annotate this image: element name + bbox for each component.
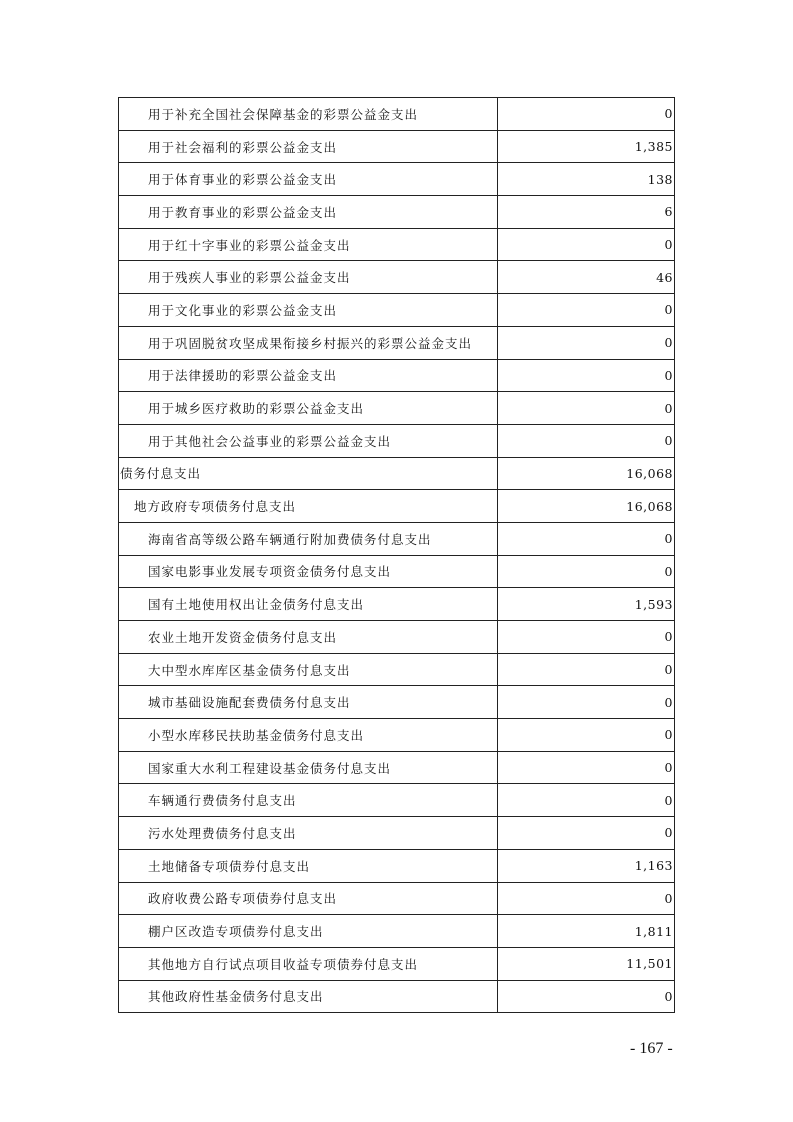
row-value: 1,163 [498, 849, 675, 882]
budget-table-container [118, 97, 674, 1013]
row-value: 0 [498, 326, 675, 359]
row-value: 0 [498, 555, 675, 588]
row-value: 0 [498, 424, 675, 457]
budget-table [118, 97, 675, 1013]
table-row [119, 163, 675, 196]
table-row [119, 457, 675, 490]
row-label: 债务付息支出 [119, 457, 498, 490]
table-row [119, 653, 675, 686]
budget-table-body [119, 98, 675, 1013]
row-value: 16,068 [498, 457, 675, 490]
row-value: 46 [498, 261, 675, 294]
row-label: 土地储备专项债券付息支出 [119, 849, 498, 882]
table-row [119, 849, 675, 882]
row-value: 1,811 [498, 915, 675, 948]
table-row [119, 719, 675, 752]
table-row [119, 751, 675, 784]
row-label: 污水处理费债务付息支出 [119, 817, 498, 850]
row-label: 用于法律援助的彩票公益金支出 [119, 359, 498, 392]
row-label: 农业土地开发资金债务付息支出 [119, 621, 498, 654]
table-row [119, 980, 675, 1013]
table-row [119, 196, 675, 229]
table-row [119, 228, 675, 261]
table-row [119, 588, 675, 621]
row-value: 138 [498, 163, 675, 196]
table-row [119, 294, 675, 327]
row-value: 0 [498, 653, 675, 686]
row-label: 国有土地使用权出让金债务付息支出 [119, 588, 498, 621]
row-value: 0 [498, 817, 675, 850]
table-row [119, 621, 675, 654]
row-value: 6 [498, 196, 675, 229]
table-row [119, 522, 675, 555]
table-row [119, 424, 675, 457]
row-value: 0 [498, 784, 675, 817]
row-value: 0 [498, 980, 675, 1013]
row-value: 0 [498, 882, 675, 915]
table-row [119, 784, 675, 817]
table-row [119, 98, 675, 131]
row-label: 用于城乡医疗救助的彩票公益金支出 [119, 392, 498, 425]
table-row [119, 392, 675, 425]
row-value: 11,501 [498, 947, 675, 980]
row-label: 棚户区改造专项债券付息支出 [119, 915, 498, 948]
row-value: 0 [498, 359, 675, 392]
row-label: 用于体育事业的彩票公益金支出 [119, 163, 498, 196]
row-value: 0 [498, 686, 675, 719]
row-value: 0 [498, 98, 675, 131]
row-label: 用于其他社会公益事业的彩票公益金支出 [119, 424, 498, 457]
row-label: 其他地方自行试点项目收益专项债券付息支出 [119, 947, 498, 980]
row-value: 1,593 [498, 588, 675, 621]
row-label: 用于教育事业的彩票公益金支出 [119, 196, 498, 229]
row-label: 政府收费公路专项债券付息支出 [119, 882, 498, 915]
row-label: 地方政府专项债务付息支出 [119, 490, 498, 523]
row-label: 用于巩固脱贫攻坚成果衔接乡村振兴的彩票公益金支出 [119, 326, 498, 359]
row-label: 大中型水库库区基金债务付息支出 [119, 653, 498, 686]
row-value: 1,385 [498, 130, 675, 163]
table-row [119, 261, 675, 294]
row-value: 0 [498, 719, 675, 752]
row-value: 0 [498, 751, 675, 784]
table-row [119, 359, 675, 392]
row-value: 0 [498, 294, 675, 327]
table-row [119, 326, 675, 359]
row-label: 城市基础设施配套费债务付息支出 [119, 686, 498, 719]
row-label: 小型水库移民扶助基金债务付息支出 [119, 719, 498, 752]
table-row [119, 490, 675, 523]
row-label: 用于红十字事业的彩票公益金支出 [119, 228, 498, 261]
table-row [119, 130, 675, 163]
row-value: 16,068 [498, 490, 675, 523]
row-value: 0 [498, 228, 675, 261]
table-row [119, 882, 675, 915]
row-label: 国家电影事业发展专项资金债务付息支出 [119, 555, 498, 588]
row-label: 用于文化事业的彩票公益金支出 [119, 294, 498, 327]
row-label: 用于社会福利的彩票公益金支出 [119, 130, 498, 163]
table-row [119, 686, 675, 719]
table-row [119, 915, 675, 948]
page-number: - 167 - [630, 1040, 673, 1057]
row-value: 0 [498, 392, 675, 425]
row-label: 车辆通行费债务付息支出 [119, 784, 498, 817]
table-row [119, 947, 675, 980]
row-label: 国家重大水利工程建设基金债务付息支出 [119, 751, 498, 784]
row-label: 其他政府性基金债务付息支出 [119, 980, 498, 1013]
row-value: 0 [498, 621, 675, 654]
row-label: 用于残疾人事业的彩票公益金支出 [119, 261, 498, 294]
table-row [119, 817, 675, 850]
table-row [119, 555, 675, 588]
row-label: 海南省高等级公路车辆通行附加费债务付息支出 [119, 522, 498, 555]
row-value: 0 [498, 522, 675, 555]
row-label: 用于补充全国社会保障基金的彩票公益金支出 [119, 98, 498, 131]
